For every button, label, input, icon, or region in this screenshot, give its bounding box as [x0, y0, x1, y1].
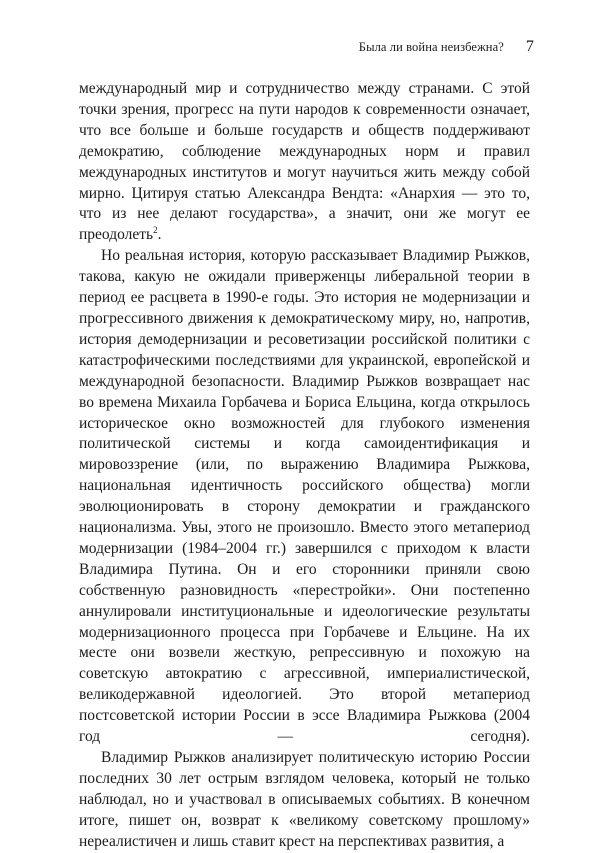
running-header — [359, 38, 534, 56]
paragraph-1-end: . — [157, 226, 162, 244]
paragraph-1-text: международный мир и сотрудничество между странами. С этой точки зрения, прогресс на пути народов к современности означает, что все больше и больше государств и обществ поддерживают демократию, соблюдение международных норм и правил международных институтов и могут научиться жить между собой мирно. Цитируя статью Александра Вендта: «Анархия — это то, что из нее делают государства», а значит, они же могут ее преодолеть — [79, 80, 530, 244]
footnote-marker[interactable]: 2 — [153, 225, 158, 236]
running-title: Была ли война неизбежна? — [358, 40, 504, 54]
paragraph-2-text: Но реальная история, которую рассказывает Владимир Рыжков, такова, какую не ожидали приверженцы либеральной теории в период ее расцвета в 1990-е годы. Это история не модернизации и прогрессивного движения к демократическому миру, но, напротив, история демодернизации и ресоветизации российской политики с катастрофическими последствиями для украинской, европейской и международной безопасности. Владимир Рыжков возвращает нас во времена Михаила Горбачева и Бориса Ельцина, когда открылось историческое окно возможностей для глубокого изменения политической системы и когда самоидентификация и мировоззрение (или, по выражению Владимира Рыжкова, национальная идентичность российского общества) могли эволюционировать в сторону демократии и гражданского национализма. Увы, этого не произошло. Вместо этого метапериод модернизации (1984–2004 гг.) завершился с приходом к власти Владимира Путина. Он и его сторонники приняли свою собственную разновидность «перестройки». Они постепенно аннулировали институциональные и идеологические результаты модернизационного процесса при Горбачеве и Ельцине. На их месте они возвели жесткую, репрессивную и похожую на советскую автократию с агрессивной, империалистической, великодержавной идеологией. Это второй метапериод постсоветской истории России в эссе Владимира Рыжкова (2004 год — сегодня). — [79, 247, 530, 746]
paragraph-1 — [79, 79, 530, 246]
page-number: 7 — [525, 38, 534, 55]
paragraph-2 — [79, 246, 530, 748]
body-text — [79, 79, 530, 853]
paragraph-3 — [79, 748, 530, 853]
paragraph-3-text: Владимир Рыжков анализирует политическую историю России последних 30 лет острым взглядом человека, который не только наблюдал, но и участвовал в описываемых событиях. В конечном итоге, пишет он, возврат к «великому советскому прошлому» нереалистичен и лишь ставит крест на перспективах развития, а — [79, 749, 530, 850]
